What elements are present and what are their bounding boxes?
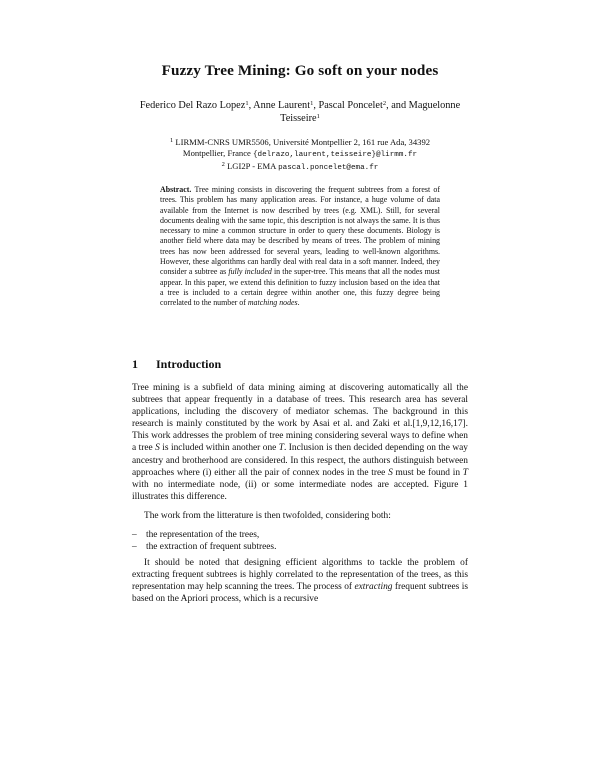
author-separator: ,	[313, 100, 319, 111]
math-symbol: S	[155, 443, 160, 454]
abstract-label: Abstract.	[160, 185, 192, 194]
affil-mark: 1	[169, 137, 174, 144]
paper-title: Fuzzy Tree Mining: Go soft on your nodes	[161, 62, 439, 79]
affiliation-text: LIRMM-CNRS UMR5506, Université Montpellier 2, 161 rue Ada, 34392	[175, 137, 431, 147]
author-name: Pascal Poncelet	[318, 100, 383, 111]
abstract-text: .	[297, 298, 300, 308]
paragraph-emphasis: extracting	[354, 582, 393, 593]
affiliation-text: LGI2P - EMA	[227, 161, 276, 172]
author-separator: , and	[386, 100, 409, 111]
list-item	[132, 529, 468, 541]
email-address: {delrazo,laurent,teisseire}@lirmm.fr	[253, 151, 418, 160]
author-name: Federico Del Razo Lopez	[139, 100, 246, 111]
paragraph-text: . Inclusion is then decided depending on the way ancestry and brotherhood are considered. In this respect, the authors distinguish between approaches where (i) either all the pair of connex nodes in the tree	[132, 443, 468, 478]
author-list	[120, 99, 480, 125]
bullet-list	[132, 529, 468, 553]
paragraph-text: must be found in	[392, 467, 463, 478]
math-symbol: T	[278, 443, 284, 454]
abstract	[160, 185, 440, 309]
list-item-text: the extraction of frequent subtrees.	[146, 542, 277, 553]
list-dash: –	[132, 530, 137, 540]
abstract-emphasis: matching nodes	[247, 298, 298, 308]
author-affil-mark: 1	[316, 113, 320, 120]
affiliation-line-3	[120, 161, 480, 174]
abstract-text: in the super-tree. This means that all the nodes must appear. In this paper, we extend this definition to fuzzy inclusion based on the idea that a tree is included to a certain degree within another one, this fuzzy degree being correlated to the number of	[160, 267, 440, 308]
author-affil-mark: 1	[245, 100, 249, 107]
paragraph-text: Tree mining is a subfield of data mining aiming at discovering automatically all the subtrees that appear frequently in a database of trees. This research area has several applications, including the discovery of mediator schemas. The background in this research is mainly constituted by the work by Asai et al. and Zaki et al.[1,9,12,16,17]. This work addresses the problem of tree mining considering several ways to define when a tree	[132, 383, 468, 454]
affil-mark: 2	[221, 161, 225, 169]
author-separator: ,	[248, 100, 254, 111]
affiliation-text: Montpellier, France	[182, 148, 251, 159]
section-heading	[132, 357, 221, 372]
intro-paragraph-1	[132, 382, 468, 503]
intro-paragraph-2: The work from the litterature is then twofolded, considering both:	[144, 511, 391, 521]
author-name: Maguelonne Teisseire	[280, 100, 461, 124]
list-item-text: the representation of the trees,	[146, 530, 260, 540]
math-symbol: S	[388, 467, 393, 478]
section-title: Introduction	[156, 357, 222, 371]
affiliations	[120, 137, 480, 175]
section-number: 1	[132, 357, 138, 371]
abstract-text: Tree mining consists in discovering the frequent subtrees from a forest of trees. This problem has many application areas. For instance, a huge volume of data available from the Internet is now described by trees (e.g. XML). Still, for several documents dealing with the same topic, this description is not always the same. It is thus necessary to mine a common structure in order to query these documents. Biology is another field where data may be described by means of trees. The problem of mining trees has now been addressed for several years, leading to well-known algorithms. However, these algorithms can hardly deal with real data in a soft manner. Indeed, they consider a subtree as	[160, 185, 440, 277]
paragraph-text: is included within another one	[159, 443, 279, 454]
author-affil-mark: 2	[382, 100, 387, 107]
intro-paragraph-3	[132, 557, 468, 605]
paragraph-text: It should be noted that designing efficient algorithms to tackle the problem of extracting frequent subtrees is highly correlated to the representation of the trees, as this representation may help scanning the trees. The process of	[132, 558, 468, 593]
list-dash: –	[132, 542, 137, 553]
paragraph-text: with no intermediate node, (ii) or some intermediate nodes are accepted. Figure 1 illustrates this difference.	[132, 479, 468, 502]
email-address: pascal.poncelet@ema.fr	[278, 164, 379, 173]
paragraph-text: frequent subtrees is based on the Apriori process, which is a recursive	[132, 582, 468, 605]
abstract-emphasis: fully included	[228, 267, 272, 277]
affiliation-line-2	[120, 148, 480, 161]
list-item	[132, 541, 468, 553]
math-symbol: T	[462, 467, 469, 478]
author-name: Anne Laurent	[253, 100, 311, 111]
affiliation-line-1	[120, 137, 480, 148]
author-affil-mark: 1	[310, 100, 314, 107]
